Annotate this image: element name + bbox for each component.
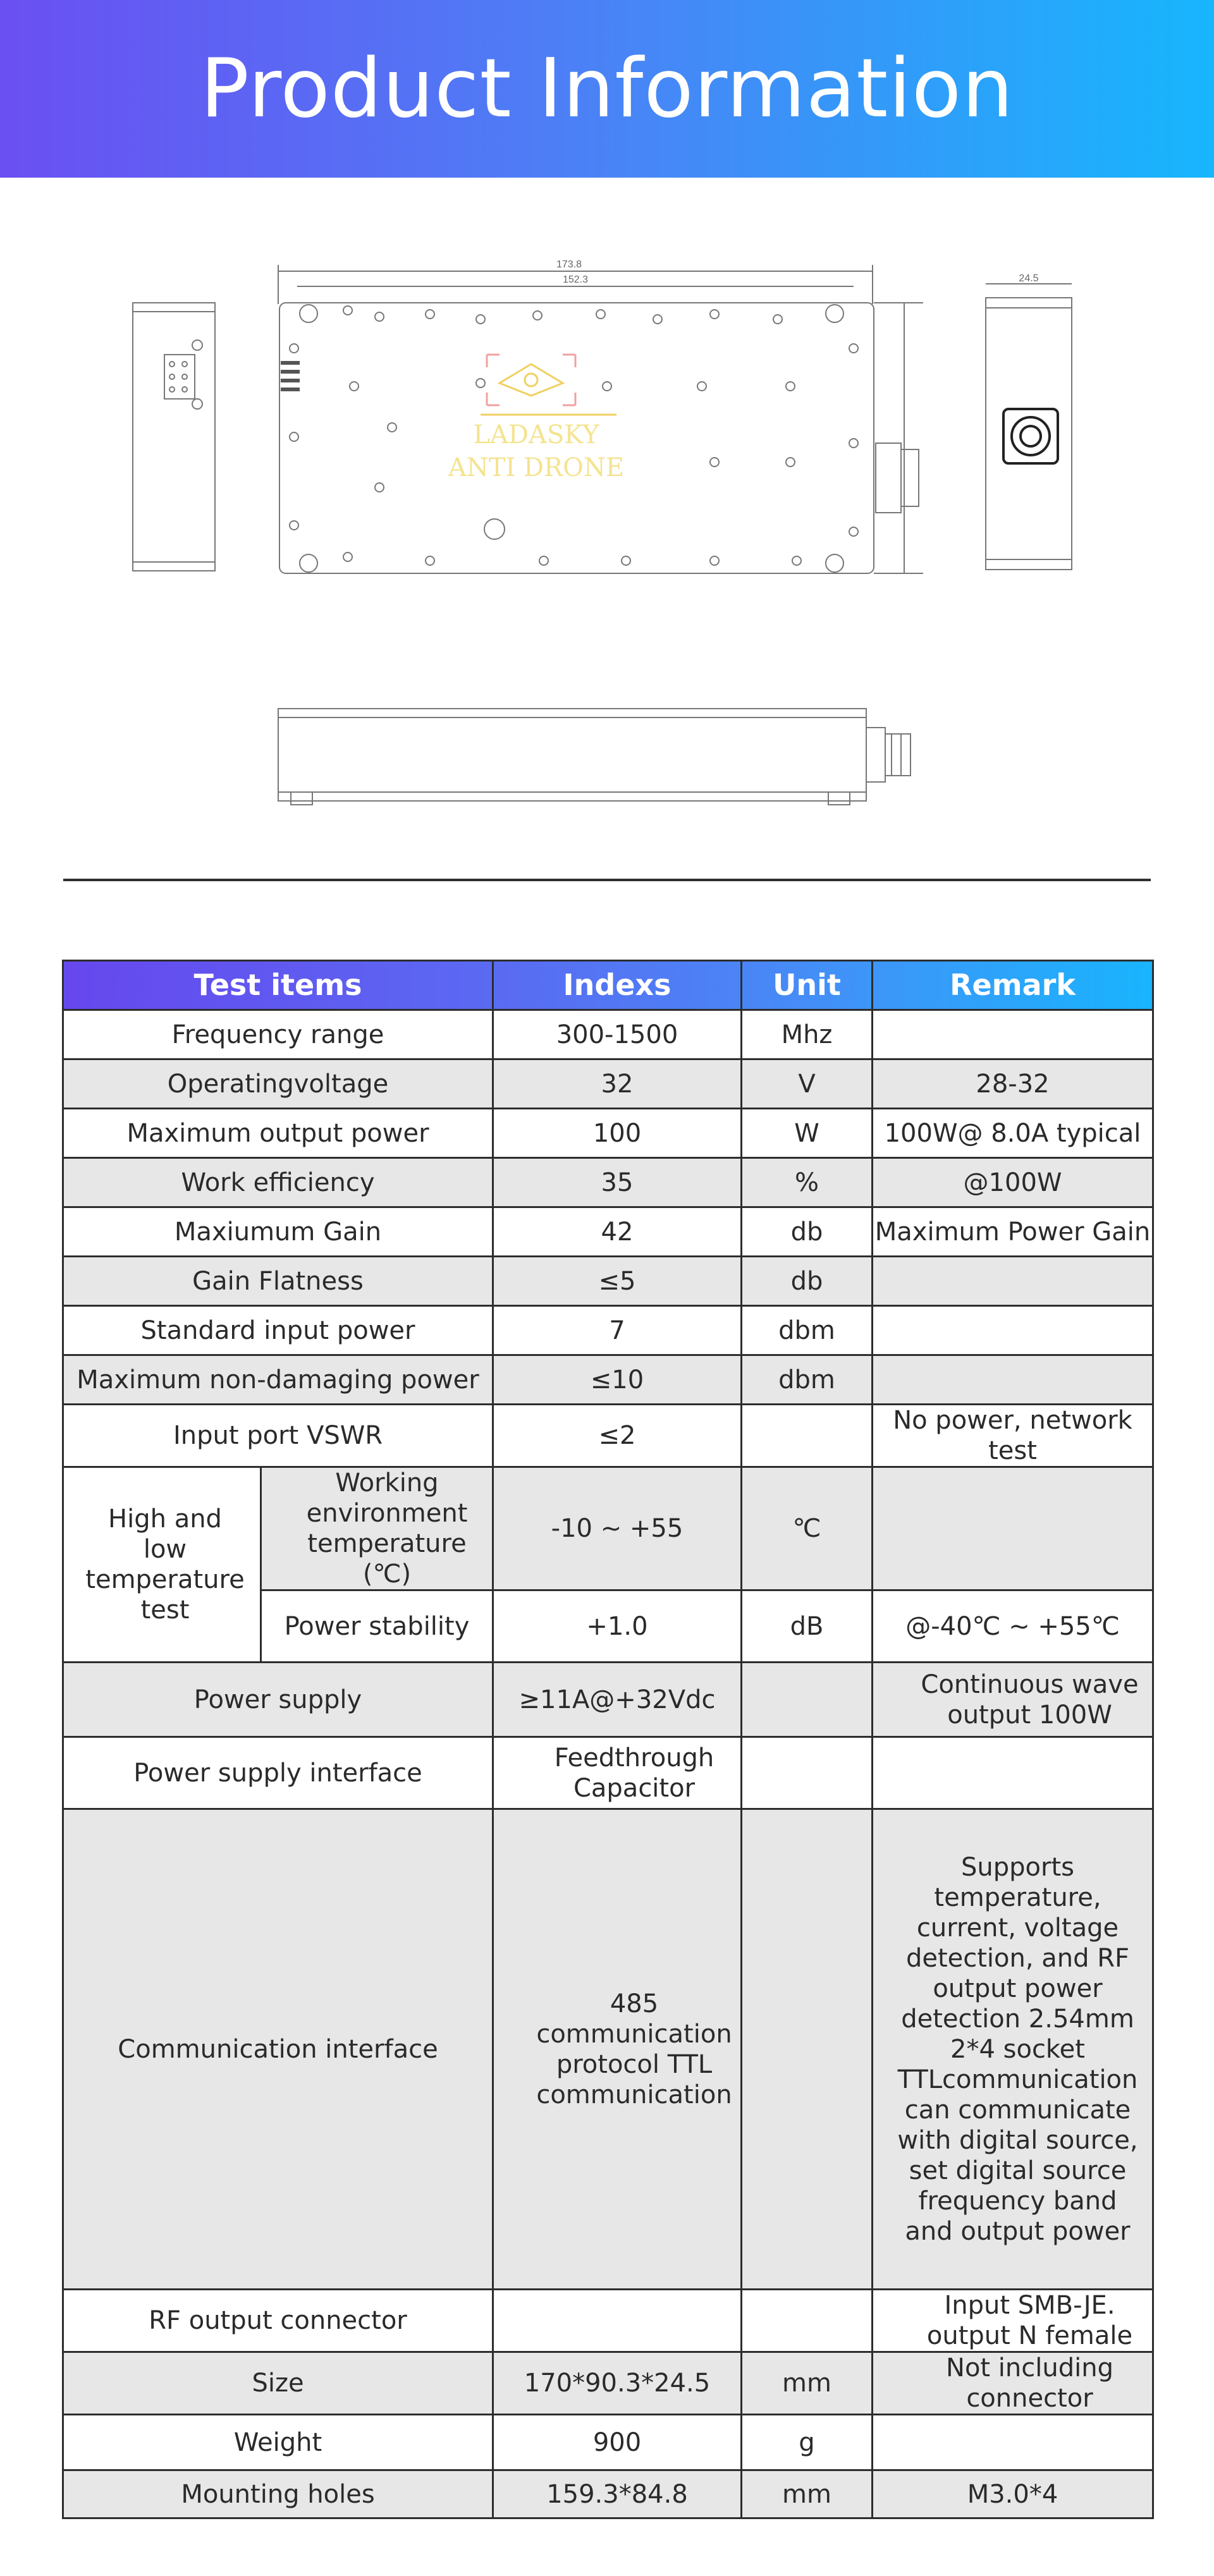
cell-remark xyxy=(873,1306,1153,1355)
cell-unit xyxy=(742,2290,873,2352)
cell-remark: Maximum Power Gain xyxy=(873,1207,1153,1257)
cell-item: Gain Flatness xyxy=(63,1257,493,1306)
table-header-row xyxy=(63,961,1153,1010)
header-test-items: Test items xyxy=(63,961,493,1010)
cell-remark xyxy=(873,1467,1153,1590)
cell-item: Standard input power xyxy=(63,1306,493,1355)
spec-table xyxy=(62,960,1154,2519)
cell-item: Weight xyxy=(63,2415,493,2470)
cell-index: 32 xyxy=(493,1059,742,1109)
cell-index: 900 xyxy=(493,2415,742,2470)
cell-remark xyxy=(873,2415,1153,2470)
table-row xyxy=(63,1109,1153,1158)
watermark-logo xyxy=(448,355,624,482)
table-row xyxy=(63,1010,1153,1059)
cell-index: 100 xyxy=(493,1109,742,1158)
cell-item: Frequency range xyxy=(63,1010,493,1059)
table-row xyxy=(63,1059,1153,1109)
table-row xyxy=(63,1355,1153,1405)
cell-item: RF output connector xyxy=(63,2290,493,2352)
cell-item: Maximum non-damaging power xyxy=(63,1355,493,1405)
table-row xyxy=(63,2470,1153,2518)
cell-item: Maximum output power xyxy=(63,1109,493,1158)
cell-index: +1.0 xyxy=(493,1590,742,1663)
cell-item: Maxiumum Gain xyxy=(63,1207,493,1257)
cell-unit xyxy=(742,1405,873,1467)
cell-unit xyxy=(742,1663,873,1737)
header-indexs: Indexs xyxy=(493,961,742,1010)
cell-remark: No power, network test xyxy=(873,1405,1153,1467)
cell-item: Communication interface xyxy=(63,1809,493,2290)
table-row xyxy=(63,2352,1153,2415)
cell-unit: Mhz xyxy=(742,1010,873,1059)
cell-item: Operatingvoltage xyxy=(63,1059,493,1109)
cell-remark xyxy=(873,1010,1153,1059)
cell-index: 35 xyxy=(493,1158,742,1207)
side-view xyxy=(272,702,942,816)
cell-index: 300-1500 xyxy=(493,1010,742,1059)
cell-temp-group-label: High and low temperature test xyxy=(63,1467,261,1663)
dim-top-outer: 173.8 xyxy=(556,259,582,270)
cell-unit: ℃ xyxy=(742,1467,873,1590)
cell-remark: M3.0*4 xyxy=(873,2470,1153,2518)
table-row xyxy=(63,1467,1153,1590)
cell-remark: 28-32 xyxy=(873,1059,1153,1109)
table-row xyxy=(63,1306,1153,1355)
cell-index: -10 ~ +55 xyxy=(493,1467,742,1590)
cell-item: Input port VSWR xyxy=(63,1405,493,1467)
table-row xyxy=(63,1737,1153,1809)
cell-item: Power supply xyxy=(63,1663,493,1737)
dim-side: 24.5 xyxy=(1019,273,1039,284)
cell-remark xyxy=(873,1737,1153,1809)
cell-index: 42 xyxy=(493,1207,742,1257)
cell-unit: V xyxy=(742,1059,873,1109)
header-banner xyxy=(0,0,1214,178)
cell-remark: @100W xyxy=(873,1158,1153,1207)
left-side-view xyxy=(126,298,221,576)
right-end-view xyxy=(977,272,1084,576)
cell-unit: mm xyxy=(742,2352,873,2415)
cell-sub-item: Working environment temperature (℃) xyxy=(261,1467,493,1590)
header-remark: Remark xyxy=(873,961,1153,1010)
cell-remark: Supports temperature, current, voltage detection, and RF output power detection 2.54mm 2*4 socket TTLcommunication can communicate with digital source, set digital source frequency band and output power xyxy=(873,1809,1153,2290)
cell-remark: Input SMB-JE. output N female xyxy=(873,2290,1153,2352)
watermark-line2: ANTI DRONE xyxy=(448,453,625,482)
cell-item: Power supply interface xyxy=(63,1737,493,1809)
section-divider xyxy=(63,879,1151,881)
table-row xyxy=(63,2415,1153,2470)
table-row xyxy=(63,1405,1153,1467)
cell-unit xyxy=(742,1809,873,2290)
cell-unit: db xyxy=(742,1257,873,1306)
cell-item: Size xyxy=(63,2352,493,2415)
cell-remark: 100W@ 8.0A typical xyxy=(873,1109,1153,1158)
cell-index xyxy=(493,2290,742,2352)
cell-index: 7 xyxy=(493,1306,742,1355)
cell-remark: Not including connector xyxy=(873,2352,1153,2415)
table-row xyxy=(63,1663,1153,1737)
table-row xyxy=(63,1158,1153,1207)
cell-unit: dbm xyxy=(742,1355,873,1405)
cell-unit: dB xyxy=(742,1590,873,1663)
cell-unit: dbm xyxy=(742,1306,873,1355)
cell-index: Feedthrough Capacitor xyxy=(493,1737,742,1809)
technical-drawings xyxy=(0,178,1214,873)
cell-remark xyxy=(873,1355,1153,1405)
top-view xyxy=(272,253,936,582)
table-row xyxy=(63,1207,1153,1257)
cell-index: ≤5 xyxy=(493,1257,742,1306)
table-row xyxy=(63,1809,1153,2290)
cell-unit: db xyxy=(742,1207,873,1257)
table-row xyxy=(63,1257,1153,1306)
watermark-line1: LADASKY xyxy=(473,420,599,449)
cell-index: 170*90.3*24.5 xyxy=(493,2352,742,2415)
cell-item: Work efficiency xyxy=(63,1158,493,1207)
cell-unit: % xyxy=(742,1158,873,1207)
cell-remark: Continuous wave output 100W xyxy=(873,1663,1153,1737)
cell-index: ≥11A@+32Vdc xyxy=(493,1663,742,1737)
cell-index: ≤10 xyxy=(493,1355,742,1405)
table-row xyxy=(63,2290,1153,2352)
cell-unit: g xyxy=(742,2415,873,2470)
cell-sub-item: Power stability xyxy=(261,1590,493,1663)
cell-index: 485 communication protocol TTL communication xyxy=(493,1809,742,2290)
cell-unit: W xyxy=(742,1109,873,1158)
cell-unit: mm xyxy=(742,2470,873,2518)
cell-index: ≤2 xyxy=(493,1405,742,1467)
cell-index: 159.3*84.8 xyxy=(493,2470,742,2518)
cell-remark xyxy=(873,1257,1153,1306)
cell-unit xyxy=(742,1737,873,1809)
dim-top-inner: 152.3 xyxy=(562,274,589,285)
header-unit: Unit xyxy=(742,961,873,1010)
page-title: Product Information xyxy=(200,42,1014,136)
cell-remark: @-40℃ ~ +55℃ xyxy=(873,1590,1153,1663)
cell-item: Mounting holes xyxy=(63,2470,493,2518)
